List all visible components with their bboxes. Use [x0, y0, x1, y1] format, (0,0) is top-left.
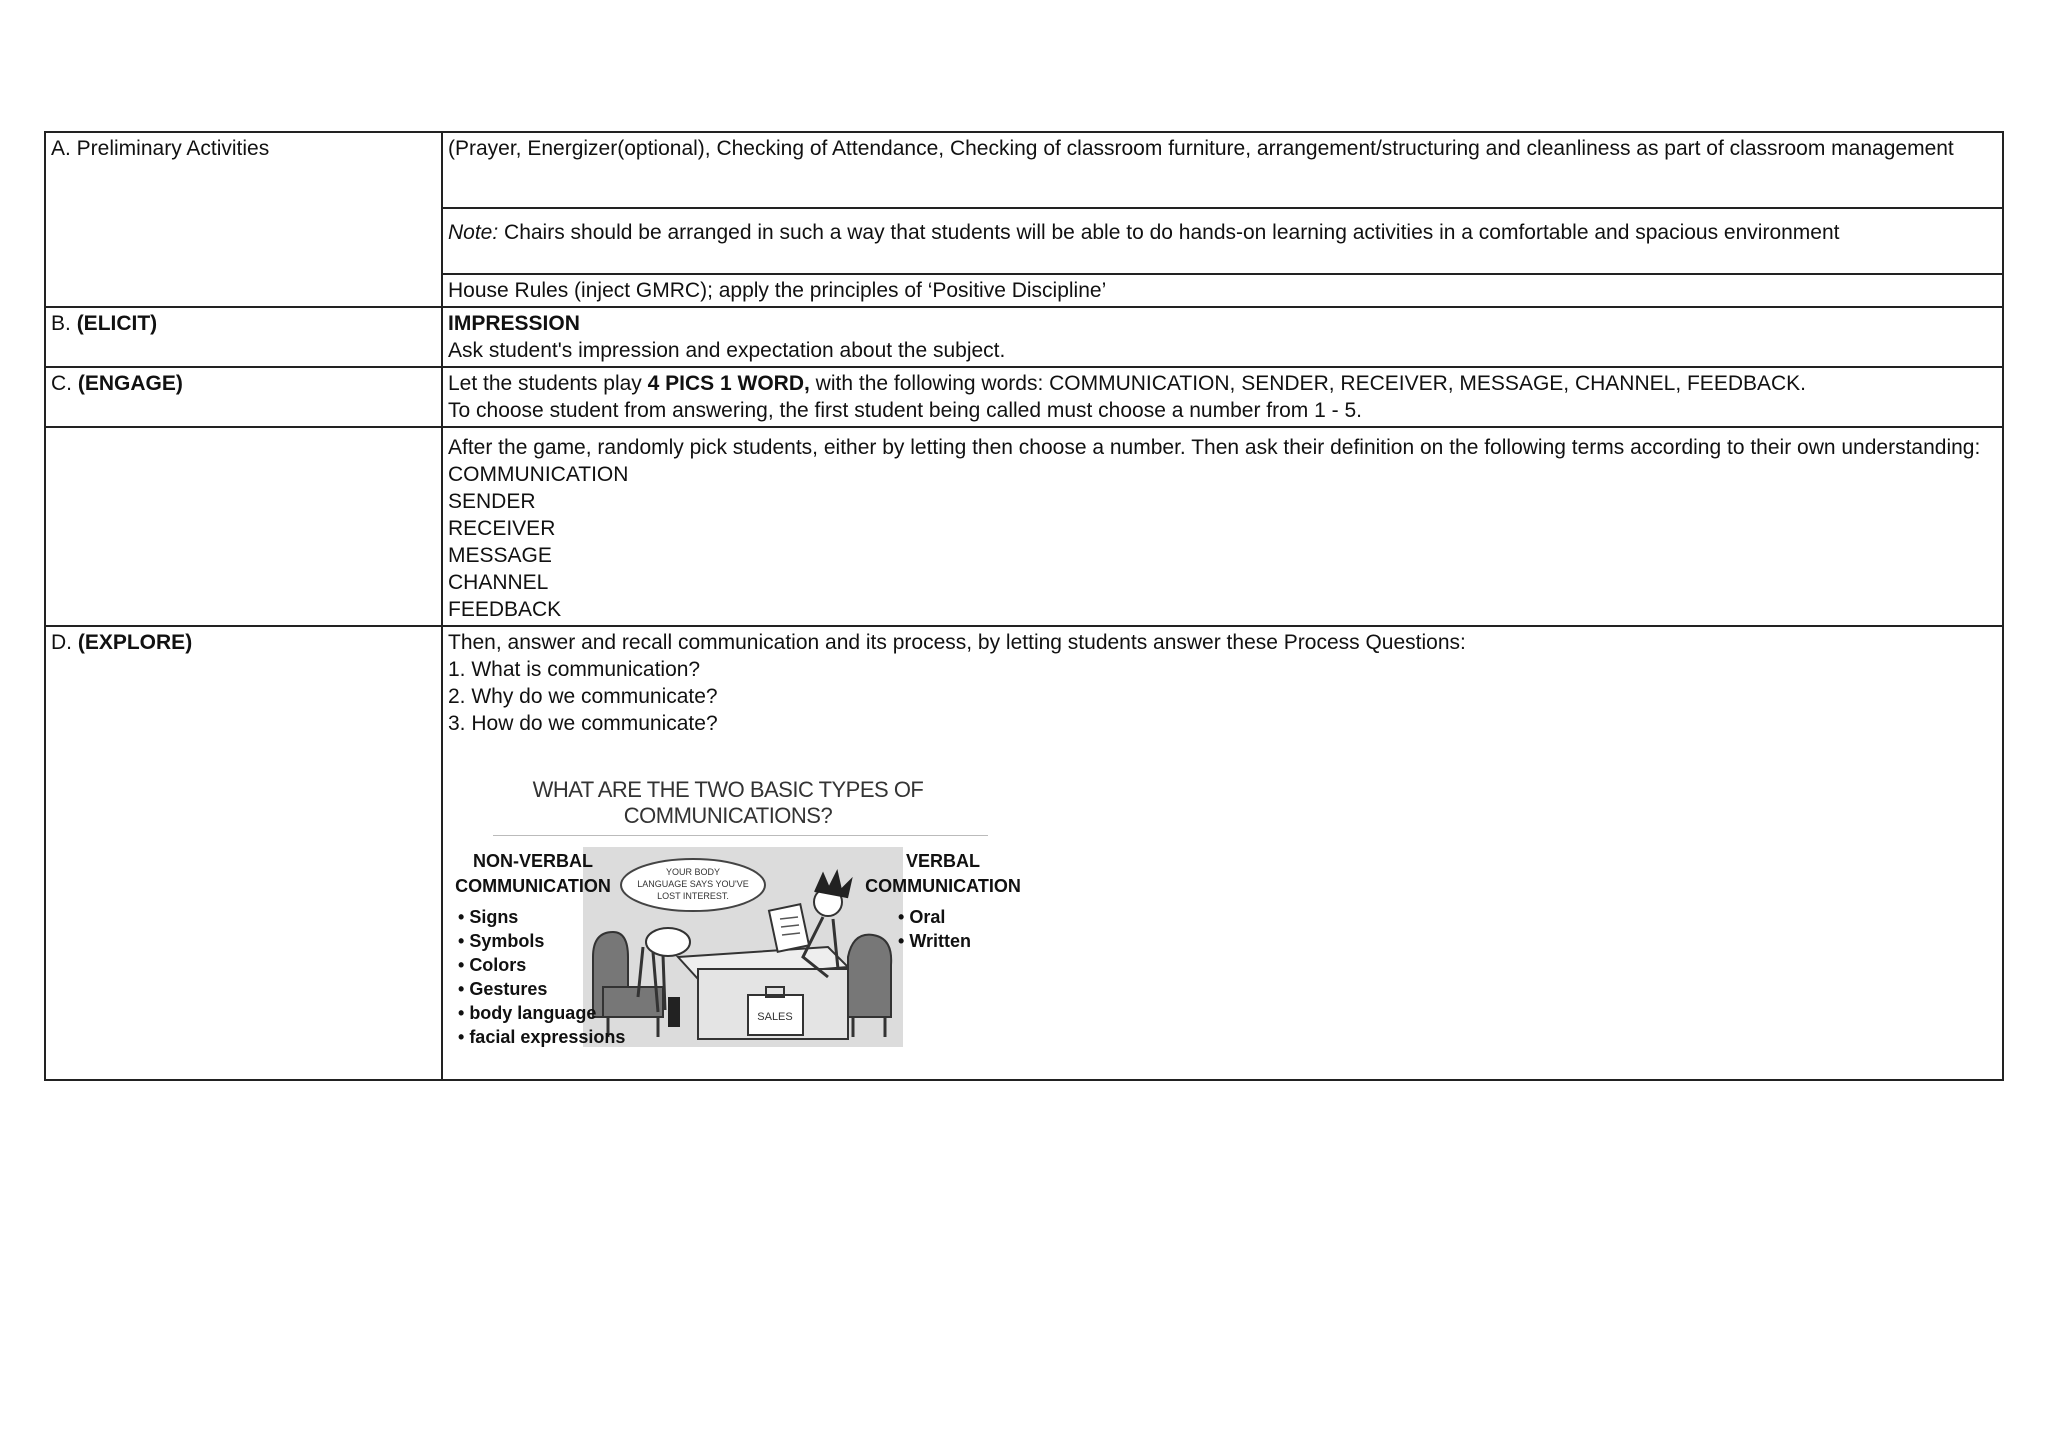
house-rules-text: House Rules (inject GMRC); apply the principles of ‘Positive Discipline’ [448, 279, 1107, 302]
note-text: Chairs should be arranged in such a way that students will be able to do hands-on learning activities in a comfortable and spacious environment [498, 221, 1840, 244]
clipboard-icon [769, 904, 809, 952]
cell-engage [442, 367, 2003, 427]
nonverbal-heading-line2: COMMUNICATION [455, 876, 611, 896]
impression-text: Ask student's impression and expectation about the subject. [448, 339, 1006, 362]
label-explore-bold: (EXPLORE) [77, 631, 193, 654]
term-item: MESSAGE [448, 544, 552, 567]
nonverbal-item: • Signs [458, 905, 625, 929]
note-prefix: Note: [448, 221, 499, 244]
nonverbal-heading [448, 849, 618, 899]
verbal-list [898, 905, 971, 953]
label-preliminary [45, 132, 442, 307]
engage-text-pre: Let the students play [448, 372, 648, 395]
nonverbal-heading-line1: NON-VERBAL [473, 851, 593, 871]
verbal-item: • Written [898, 929, 971, 953]
explore-intro: Then, answer and recall communication and its process, by letting students answer these Process Questions: [448, 631, 1466, 654]
term-item: SENDER [448, 490, 536, 513]
figure-title-line2: COMMUNICATIONS? [623, 803, 833, 828]
nonverbal-item: • body language [458, 1001, 625, 1025]
row-engage-followup [45, 427, 2003, 626]
impression-heading: IMPRESSION [448, 312, 580, 335]
engage-line-1 [448, 370, 1997, 397]
cartoon-svg [583, 847, 903, 1047]
process-question: 3. How do we communicate? [448, 712, 718, 735]
row-preliminary [45, 132, 2003, 208]
label-elicit-prefix: B. [51, 312, 77, 335]
nonverbal-list [458, 905, 625, 1049]
term-item: RECEIVER [448, 517, 556, 540]
process-question: 1. What is communication? [448, 658, 701, 681]
label-engage-prefix: C. [51, 372, 78, 395]
followup-intro: After the game, randomly pick students, either by letting then choose a number. Then ask their definition on the following terms according to their own understanding: [448, 436, 1981, 459]
slumped-person-icon [646, 928, 690, 956]
bubble-line-1: YOUR BODY [665, 867, 721, 877]
nonverbal-item: • Gestures [458, 977, 625, 1001]
lesson-plan-table [44, 131, 2004, 1081]
cell-explore [442, 626, 2003, 1080]
cell-house-rules [442, 274, 2003, 307]
label-explore [45, 626, 442, 1080]
cartoon-illustration [583, 847, 903, 1047]
figure-title-line1: WHAT ARE THE TWO BASIC TYPES OF [532, 777, 924, 802]
nonverbal-item: • Colors [458, 953, 625, 977]
label-elicit-bold: (ELICIT) [76, 312, 158, 335]
figure-divider [493, 835, 988, 836]
verbal-item: • Oral [898, 905, 971, 929]
verbal-heading-line1: VERBAL [905, 851, 980, 871]
row-explore [45, 626, 2003, 1080]
bubble-line-2: LANGUAGE SAYS YOU'VE [637, 879, 749, 889]
label-explore-prefix: D. [51, 631, 78, 654]
term-item: FEEDBACK [448, 598, 562, 621]
briefcase-label: SALES [757, 1011, 793, 1023]
communication-types-figure [448, 777, 1028, 1077]
row-engage [45, 367, 2003, 427]
cell-engage-followup [442, 427, 2003, 626]
right-chair-icon [848, 935, 891, 1017]
preliminary-activities-text: (Prayer, Energizer(optional), Checking of Attendance, Checking of classroom furniture, arrangement/structuring and cleanliness as part of classroom management [448, 137, 1954, 160]
cell-preliminary-activities [442, 132, 2003, 208]
label-empty [45, 427, 442, 626]
label-engage [45, 367, 442, 427]
row-elicit [45, 307, 2003, 367]
engage-line-2: To choose student from answering, the first student being called must choose a number from 1 - 5. [448, 399, 1362, 422]
verbal-heading-line2: COMMUNICATION [865, 876, 1021, 896]
figure-title [488, 777, 968, 829]
label-preliminary-text: A. Preliminary Activities [51, 137, 270, 160]
engage-text-post: with the following words: COMMUNICATION, SENDER, RECEIVER, MESSAGE, CHANNEL, FEEDBACK. [809, 372, 1807, 395]
process-question: 2. Why do we communicate? [448, 685, 718, 708]
cell-note [442, 208, 2003, 274]
term-item: CHANNEL [448, 571, 549, 594]
label-engage-bold: (ENGAGE) [77, 372, 183, 395]
nonverbal-item: • Symbols [458, 929, 625, 953]
bubble-line-3: LOST INTEREST. [657, 891, 729, 901]
engage-text-bold: 4 PICS 1 WORD, [647, 372, 810, 395]
nonverbal-item: • facial expressions [458, 1025, 625, 1049]
verbal-heading [858, 849, 1028, 899]
term-item: COMMUNICATION [448, 463, 629, 486]
cell-elicit [442, 307, 2003, 367]
label-elicit [45, 307, 442, 367]
